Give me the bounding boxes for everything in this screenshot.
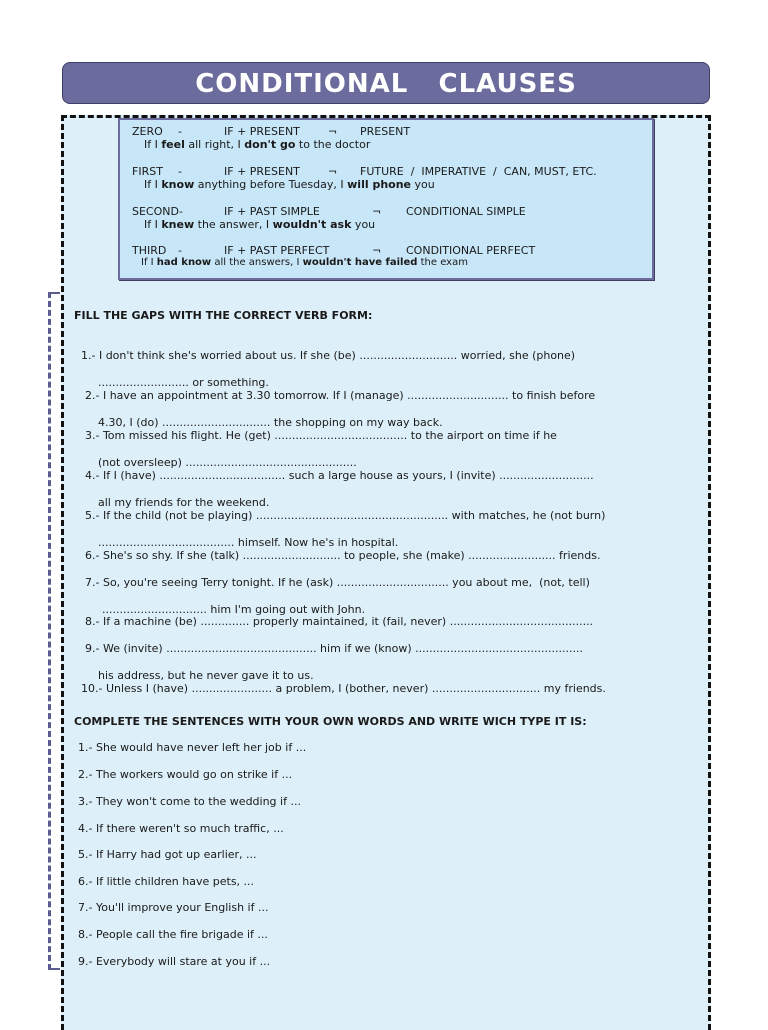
- exercise2-item: 3.- They won't come to the wedding if ...: [78, 795, 301, 808]
- rule-dash: -: [178, 125, 182, 138]
- example-text: you: [411, 178, 435, 191]
- item-line1: 5.- If the child (not be playing) ....................................................... with matches, he (not burn): [85, 508, 606, 522]
- rule-type: SECOND-: [132, 205, 183, 218]
- exercise2-item: 4.- If there weren't so much traffic, ...: [78, 822, 284, 835]
- item-line1: 9.- We (invite) ........................................... him if we (know) ................................................: [85, 641, 583, 655]
- item-line2: ....................................... himself. Now he's in hospital.: [98, 535, 399, 549]
- title-banner: [62, 62, 710, 104]
- rule-result: PRESENT: [360, 125, 411, 138]
- example-text: all right, I: [184, 138, 245, 151]
- example-text: you: [351, 218, 376, 231]
- item-line2: his address, but he never gave it to us.: [98, 668, 314, 682]
- item-line2: (not oversleep) .................................................: [98, 455, 357, 469]
- example-zero: [144, 138, 370, 151]
- example-text: the answer, I: [194, 218, 273, 231]
- rule-arrow: ¬: [328, 125, 338, 138]
- example-bold-verb: had know: [156, 257, 212, 268]
- exercise1-item: [74, 668, 606, 695]
- rule-arrow: ¬: [372, 205, 382, 218]
- exercise2-item: 5.- If Harry had got up earlier, ...: [78, 848, 257, 861]
- item-line1: 10.- Unless I (have) ....................... a problem, I (bother, never) ............................... my friends.: [81, 681, 606, 695]
- rule-structure: IF + PAST PERFECT: [224, 244, 330, 257]
- item-line1: 2.- I have an appointment at 3.30 tomorrow. If I (manage) ............................. to finish before: [85, 388, 596, 402]
- item-line1: 7.- So, you're seeing Terry tonight. If he (ask) ................................ you about me, (not, tell): [85, 575, 590, 589]
- example-text: If I: [141, 257, 157, 268]
- example-bold-verb: don't go: [244, 138, 296, 151]
- exercise2-item: 7.- You'll improve your English if ...: [78, 901, 269, 914]
- example-text: the exam: [417, 257, 468, 268]
- exercise2-item: 9.- Everybody will stare at you if ...: [78, 955, 271, 968]
- example-third: [141, 257, 468, 268]
- item-line2: 4.30, I (do) ............................... the shopping on my way back.: [98, 415, 443, 429]
- rule-arrow: ¬: [328, 165, 338, 178]
- example-bold-verb: wouldn't have failed: [302, 257, 418, 268]
- exercise2-item: 8.- People call the fire brigade if ...: [78, 928, 268, 941]
- example-text: If I: [144, 178, 162, 191]
- example-bold-verb: knew: [161, 218, 195, 231]
- example-bold-verb: will phone: [347, 178, 411, 191]
- exercise2-item: 6.- If little children have pets, ...: [78, 875, 255, 888]
- rule-result: CONDITIONAL PERFECT: [406, 244, 536, 257]
- item-line2: .......................... or something.: [98, 375, 269, 389]
- example-first: [144, 178, 435, 191]
- page-title: CONDITIONAL CLAUSES: [195, 69, 577, 99]
- item-line1: 3.- Tom missed his flight. He (get) ...................................... to the airport on time if he: [85, 428, 557, 442]
- item-line1: 6.- She's so shy. If she (talk) ............................ to people, she (make) ......................... friends.: [85, 548, 601, 562]
- rule-structure: IF + PAST SIMPLE: [224, 205, 320, 218]
- example-second: [144, 218, 375, 231]
- example-text: anything before Tuesday, I: [194, 178, 348, 191]
- rule-type: ZERO: [132, 125, 163, 138]
- example-bold-verb: wouldn't ask: [272, 218, 352, 231]
- rule-structure: IF + PRESENT: [224, 125, 300, 138]
- item-line1: 1.- I don't think she's worried about us. If she (be) ............................ worried, she (phone): [81, 348, 576, 362]
- item-line2: .............................. him I'm going out with John.: [102, 602, 366, 616]
- rule-dash: -: [178, 244, 182, 257]
- item-line2: all my friends for the weekend.: [98, 495, 270, 509]
- exercise1-item: [78, 535, 600, 562]
- rule-dash: -: [178, 165, 182, 178]
- example-text: to the doctor: [295, 138, 371, 151]
- rule-structure: IF + PRESENT: [224, 165, 300, 178]
- item-line1: 4.- If I (have) .................................... such a large house as yours, I (invite) ...........................: [85, 468, 594, 482]
- rule-type: FIRST: [132, 165, 163, 178]
- rule-arrow: ¬: [372, 244, 382, 257]
- example-bold-verb: feel: [161, 138, 185, 151]
- item-line1: 8.- If a machine (be) .............. properly maintained, it (fail, never) .........................................: [85, 614, 594, 628]
- exercise1-item: [78, 601, 593, 628]
- example-text: If I: [144, 138, 162, 151]
- example-text: all the answers, I: [211, 257, 303, 268]
- rule-type: THIRD: [132, 244, 167, 257]
- example-text: If I: [144, 218, 162, 231]
- exercise2-item: 2.- The workers would go on strike if ...: [78, 768, 293, 781]
- conditional-summary-box: [118, 118, 654, 280]
- exercise2-item: 1.- She would have never left her job if ...: [78, 741, 307, 754]
- example-bold-verb: know: [161, 178, 195, 191]
- section1-title: FILL THE GAPS WITH THE CORRECT VERB FORM:: [74, 309, 373, 322]
- section2-title: COMPLETE THE SENTENCES WITH YOUR OWN WORDS AND WRITE WICH TYPE IT IS:: [74, 715, 587, 728]
- side-bracket: [48, 292, 60, 970]
- rule-result: FUTURE / IMPERATIVE / CAN, MUST, ETC.: [360, 165, 597, 178]
- rule-result: CONDITIONAL SIMPLE: [406, 205, 526, 218]
